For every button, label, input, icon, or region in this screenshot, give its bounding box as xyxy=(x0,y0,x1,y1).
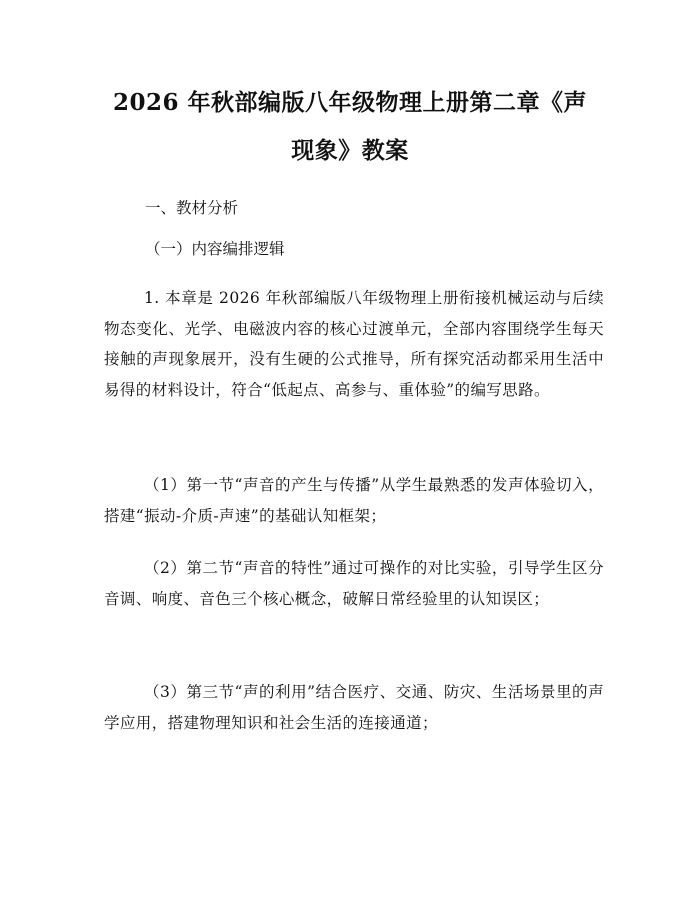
section-heading: 一、教材分析 xyxy=(145,199,239,217)
document-title-line-2: 现象》教案 xyxy=(291,137,409,164)
subsection-heading: （一）内容编排逻辑 xyxy=(145,240,285,258)
document-title-line-1: 2026 年秋部编版八年级物理上册第二章《声 xyxy=(112,89,588,116)
paragraph-2: （1）第一节“声音的产生与传播”从学生最熟悉的发声体验切入，搭建“振动-介质-声速”的基础认知框架； xyxy=(104,476,604,525)
paragraph-3: （2）第二节“声音的特性”通过可操作的对比实验，引导学生区分音调、响度、音色三个核心概念，破解日常经验里的认知误区； xyxy=(104,559,604,608)
paragraph-4: （3）第三节“声的利用”结合医疗、交通、防灾、生活场景里的声学应用，搭建物理知识和社会生活的连接通道； xyxy=(104,683,604,732)
paragraph-1: 1. 本章是 2026 年秋部编版八年级物理上册衔接机械运动与后续物态变化、光学、电磁波内容的核心过渡单元，全部内容围绕学生每天接触的声现象展开，没有生硬的公式推导，所有探究活动都采用生活中易得的材料设计，符合“低起点、高参与、重体验”的编写思路。 xyxy=(104,289,604,399)
